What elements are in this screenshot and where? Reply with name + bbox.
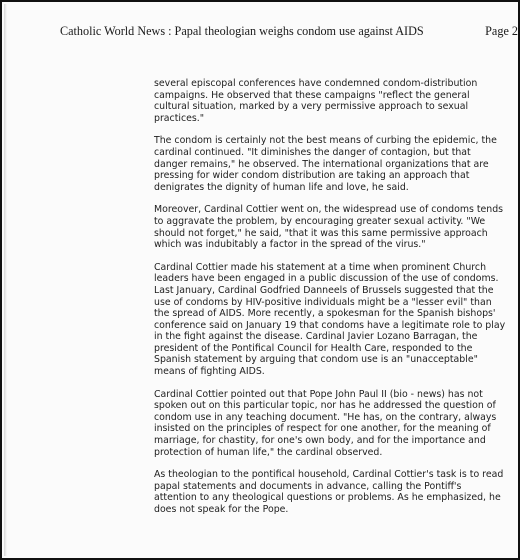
- scan-shadow: [4, 4, 7, 556]
- paragraph: Cardinal Cottier pointed out that Pope John Paul II (bio - news) has not spoken out on this particular topic, nor has he addressed the question of condom use in any teaching document. "He has, on the contrary, always insisted on the principles of respect for one another, for the meaning of marriage, for chastity, for one's own body, and for the importance and protection of human life," the cardinal observed.: [154, 388, 497, 458]
- paragraph: The condom is certainly not the best means of curbing the epidemic, the cardinal continued. "It diminishes the danger of contagion, but that danger remains," he observed. The international organizations that are pressing for wider condom distribution are taking an approach that denigrates the dignity of human life and love, he said.: [154, 135, 497, 193]
- page-number: Page 2: [485, 24, 518, 38]
- article-body: [154, 78, 506, 527]
- paragraph: Cardinal Cottier made his statement at a time when prominent Church leaders have been engaged in a public discussion of the use of condoms. Last January, Cardinal Godfried Danneels of Brussels suggested that the use of condoms by HIV-positive individuals might be a "lesser evil" than the spread of AIDS. More recently, a spokesman for the Spanish bishops' conference said on January 19 that condoms have a legitimate role to play in the fight against the disease. Cardinal Javier Lozano Barragan, the president of the Pontifical Council for Health Care, responded to the Spanish statement by arguing that condom use is an "unacceptable" means of fighting AIDS.: [154, 261, 506, 378]
- paragraph: several episcopal conferences have condemned condom-distribution campaigns. He observed that these campaigns "reflect the general cultural situation, marked by a very permissive approach to sexual practices.": [154, 78, 478, 124]
- paragraph: As theologian to the pontifical household, Cardinal Cottier's task is to read papal statements and documents in advance, calling the Pontiff's attention to any theological questions or problems. As he emphasized, he does not speak for the Pope.: [154, 469, 504, 515]
- page-header: [60, 24, 518, 42]
- article-title: Catholic World News : Papal theologian weighs condom use against AIDS: [60, 24, 424, 38]
- paragraph: Moreover, Cardinal Cottier went on, the widespread use of condoms tends to aggravate the problem, by encouraging greater sexual activity. "We should not forget," he said, "that it was this same permissive approach which was indubitably a factor in the spread of the virus.": [154, 204, 504, 251]
